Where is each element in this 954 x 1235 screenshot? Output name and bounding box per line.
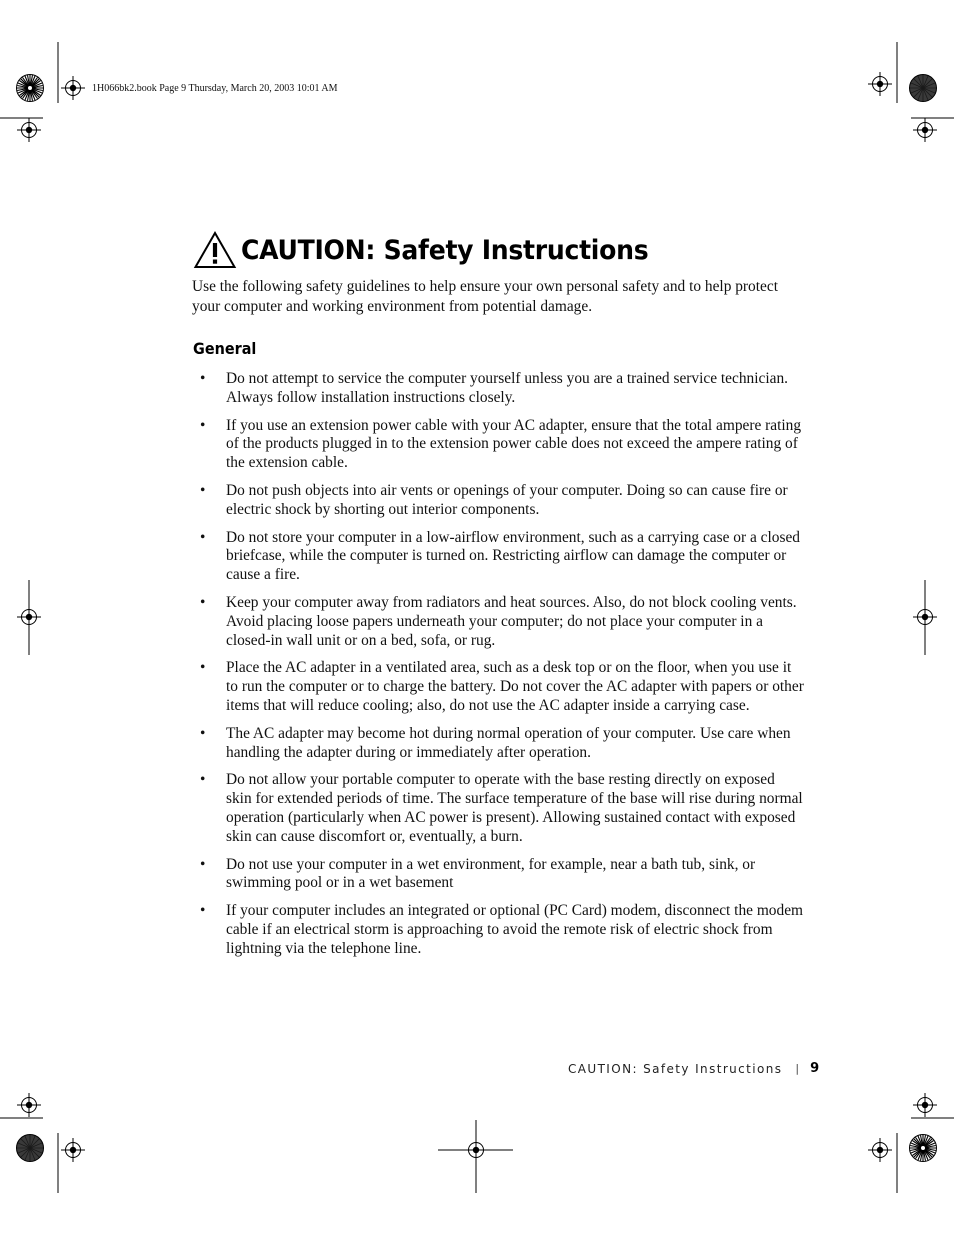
starburst-mark-icon bbox=[17, 1135, 44, 1162]
registration-mark-icon bbox=[464, 1138, 488, 1162]
list-item bbox=[200, 725, 804, 763]
warning-triangle-icon bbox=[193, 230, 237, 270]
list-item bbox=[200, 482, 804, 520]
registration-mark-icon bbox=[913, 605, 937, 629]
registration-mark-icon bbox=[913, 1093, 937, 1117]
list-item-text: Do not allow your portable computer to operate with the base resting directly on exposed skin for extended periods of time. The surface temperature of the base will rise during normal operation (particularly when AC power is present). Allowing sustained contact with exposed skin can cause discomfort or, eventually, a burn. bbox=[226, 771, 803, 845]
bullet-icon: • bbox=[200, 370, 206, 387]
list-item-text: Do not use your computer in a wet environment, for example, near a bath tub, sink, or swimming pool or in a wet basement bbox=[226, 855, 756, 892]
list-item-text: Do not attempt to service the computer yourself unless you are a trained service technician. Always follow installation instructions closely. bbox=[226, 370, 788, 406]
starburst-mark-icon bbox=[910, 75, 937, 102]
footer-separator: | bbox=[795, 1062, 800, 1075]
bullet-icon: • bbox=[200, 902, 206, 920]
list-item bbox=[200, 771, 804, 846]
list-item bbox=[200, 370, 804, 408]
list-item-text: The AC adapter may become hot during normal operation of your computer. Use care when handling the adapter during or immediately after operation. bbox=[226, 724, 791, 761]
list-item-text: If your computer includes an integrated or optional (PC Card) modem, disconnect the modem cable if an electrical storm is approaching to avoid the remote risk of electric shock from lightning via the telephone line. bbox=[226, 902, 803, 957]
registration-mark-icon bbox=[913, 118, 937, 142]
registration-mark-icon bbox=[17, 1093, 41, 1117]
registration-mark-icon bbox=[61, 76, 85, 100]
list-item bbox=[200, 856, 804, 894]
registration-mark-icon bbox=[868, 72, 892, 96]
registration-mark-icon bbox=[17, 605, 41, 629]
section-heading: General bbox=[193, 339, 257, 358]
footer-title: CAUTION: Safety Instructions bbox=[568, 1061, 783, 1076]
bullet-icon: • bbox=[200, 416, 206, 434]
list-item bbox=[200, 902, 804, 958]
list-item-text: Keep your computer away from radiators and heat sources. Also, do not block cooling vents. Avoid placing loose papers underneath your computer; do not place your computer in a closed-in wall unit or on a bed, sofa, or rug. bbox=[226, 593, 797, 649]
bullet-icon: • bbox=[200, 593, 206, 611]
registration-mark-icon bbox=[17, 118, 41, 142]
page-footer bbox=[568, 1061, 819, 1076]
list-item bbox=[200, 594, 804, 650]
print-slug: 1H066bk2.book Page 9 Thursday, March 20, 2003 10:01 AM bbox=[92, 83, 338, 94]
list-item-text: If you use an extension power cable with your AC adapter, ensure that the total ampere rating of the products plugged in to the extension power cable does not exceed the ampere rating of the extension cable. bbox=[226, 416, 802, 472]
bullet-icon: • bbox=[200, 771, 206, 789]
bullet-icon: • bbox=[200, 855, 206, 873]
safety-guidelines-list bbox=[200, 370, 804, 968]
starburst-mark-icon bbox=[17, 75, 44, 102]
bullet-icon: • bbox=[200, 659, 206, 677]
bullet-icon: • bbox=[200, 724, 206, 742]
list-item bbox=[200, 417, 804, 473]
list-item-text: Place the AC adapter in a ventilated area, such as a desk top or on the floor, when you use it to run the computer or to charge the battery. Do not cover the AC adapter with papers or other items that will reduce cooling; also, do not use the AC adapter inside a carrying case. bbox=[226, 659, 804, 714]
list-item-text: Do not store your computer in a low-airflow environment, such as a carrying case or a closed briefcase, while the computer is turned on. Restricting airflow can damage the computer or cause a fire. bbox=[226, 528, 800, 584]
page-title: CAUTION: Safety Instructions bbox=[241, 234, 649, 266]
page-title-row bbox=[193, 230, 679, 270]
list-item bbox=[200, 529, 804, 585]
registration-mark-icon bbox=[61, 1138, 85, 1162]
bullet-icon: • bbox=[200, 481, 206, 499]
starburst-mark-icon bbox=[910, 1135, 937, 1162]
bullet-icon: • bbox=[200, 528, 206, 546]
list-item-text: Do not push objects into air vents or openings of your computer. Doing so can cause fire or electric shock by shorting out interior components. bbox=[226, 481, 788, 518]
registration-mark-icon bbox=[868, 1138, 892, 1162]
intro-paragraph: Use the following safety guidelines to help ensure your own personal safety and to help protect your computer and working environment from potential damage. bbox=[192, 278, 778, 315]
list-item bbox=[200, 659, 804, 715]
page-number: 9 bbox=[810, 1061, 820, 1076]
